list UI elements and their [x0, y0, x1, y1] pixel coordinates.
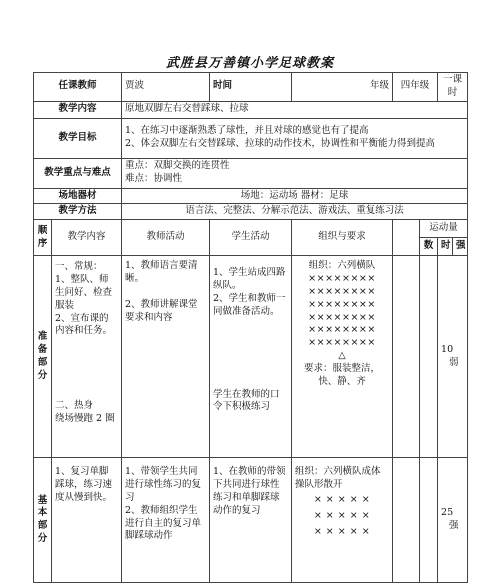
prep-row [34, 256, 468, 458]
focus-row [34, 158, 468, 188]
equipment-value: 场地：运动场 器材：足球 [122, 188, 468, 204]
col-teacher: 教师活动 [122, 220, 210, 256]
prep-organize-title: 组织：六列横队 [308, 260, 376, 272]
basic-label: 基 本 部 分 [34, 458, 52, 583]
prep-time: 10 [441, 343, 454, 355]
prep-content [52, 256, 122, 458]
prep-label: 准 备 部 分 [34, 256, 52, 458]
focus-value [122, 158, 468, 188]
prep-content-text: 一、常规： 1、整队、师生问好、检查服装 2、宣布课的内容和任务。 [55, 261, 113, 337]
goal-value [122, 118, 468, 158]
prep-load [438, 256, 468, 458]
basic-count [420, 458, 438, 583]
teacher-label: 任课教师 [34, 73, 122, 102]
basic-student: 1、在教师的带领下共同进行球性练习和单脚踩球动作的复习 [210, 458, 292, 583]
prep-formation-grid: ×××××××× ×××××××× ×××××××× ×××××××× ×××××××× ×××××××× [308, 273, 376, 349]
goal-item-1: 1、在练习中逐渐熟悉了球性，并且对球的感觉也有了提高 [125, 125, 369, 137]
column-header-row [34, 220, 468, 238]
prep-organize [292, 256, 393, 458]
prep-student-text: 1、学生站成四路纵队。 2、学生和教师一同做准备活动。 [213, 267, 286, 317]
col-count: 数 [420, 238, 438, 256]
time-label: 时间 [210, 73, 292, 102]
prep-content-warmup: 二、热身 绕场慢跑 2 圈 [55, 400, 115, 424]
basic-load [438, 458, 468, 583]
teacher-name: 贾波 [122, 73, 210, 102]
teacher-position-mark: △ [338, 349, 346, 361]
equipment-label: 场地器材 [34, 188, 122, 204]
page-title: 武胜县万善镇小学足球教案 [165, 56, 334, 71]
basic-organize [292, 458, 393, 583]
grade-label: 年级 [370, 80, 390, 92]
prep-blank [393, 256, 420, 458]
content-label: 教学内容 [34, 101, 122, 118]
grade-value: 四年级 [393, 73, 438, 102]
basic-intensity: 强 [449, 520, 459, 532]
focus-label: 教学重点与难点 [34, 158, 122, 188]
goal-item-2: 2、体会双脚左右交替踩球、拉球的动作技术，协调性和平衡能力得到提高 [125, 138, 436, 150]
prep-teacher: 1、教师语言要清晰。 2、教师讲解课堂要求和内容 [122, 256, 210, 458]
method-row [34, 204, 468, 220]
prep-intensity: 弱 [449, 356, 459, 368]
col-time: 时 [438, 238, 453, 256]
basic-teacher: 1、带领学生共同进行球性练习的复习 2、教师组织学生进行自主的复习单脚踩球动作 [122, 458, 210, 583]
col-intensity: 强 [453, 238, 468, 256]
prep-student [210, 256, 292, 458]
focus-key: 重点：双脚交换的连贯性 [125, 160, 230, 172]
goal-row [34, 118, 468, 158]
prep-student-practice: 学生在教师的口令下积极练习 [213, 388, 280, 413]
prep-organize-req: 要求：服装整洁， 快、静、齐 [304, 362, 381, 387]
basic-organize-title: 组织：六列横队成体操队形散开 [295, 466, 381, 491]
periods-value: 一课时 [438, 73, 468, 102]
lesson-plan-table [33, 72, 468, 583]
col-content: 教学内容 [52, 220, 122, 256]
basic-time: 25 [441, 507, 454, 519]
prep-count [420, 256, 438, 458]
content-value: 原地双脚左右交替踩球、拉球 [122, 101, 468, 118]
time-value [292, 73, 393, 102]
method-label: 教学方法 [34, 204, 122, 220]
basic-row [34, 458, 468, 583]
content-row [34, 101, 468, 118]
col-student: 学生活动 [210, 220, 292, 256]
col-seq: 顺 序 [34, 220, 52, 256]
basic-formation-grid: × × × × × × × × × × × × × × × [313, 493, 371, 538]
basic-blank [393, 458, 420, 583]
basic-content: 1、复习单脚踩球，练习速度从慢到快。 [52, 458, 122, 583]
col-load: 运动量 [420, 220, 468, 238]
goal-label: 教学目标 [34, 118, 122, 158]
equipment-row [34, 188, 468, 204]
focus-difficult: 难点：协调性 [125, 173, 183, 185]
col-organize: 组织与要求 [292, 220, 393, 256]
method-value: 语言法、完整法、分解示范法、游戏法、重复练习法 [122, 204, 468, 220]
header-row [34, 73, 468, 102]
col-blank [393, 220, 420, 256]
